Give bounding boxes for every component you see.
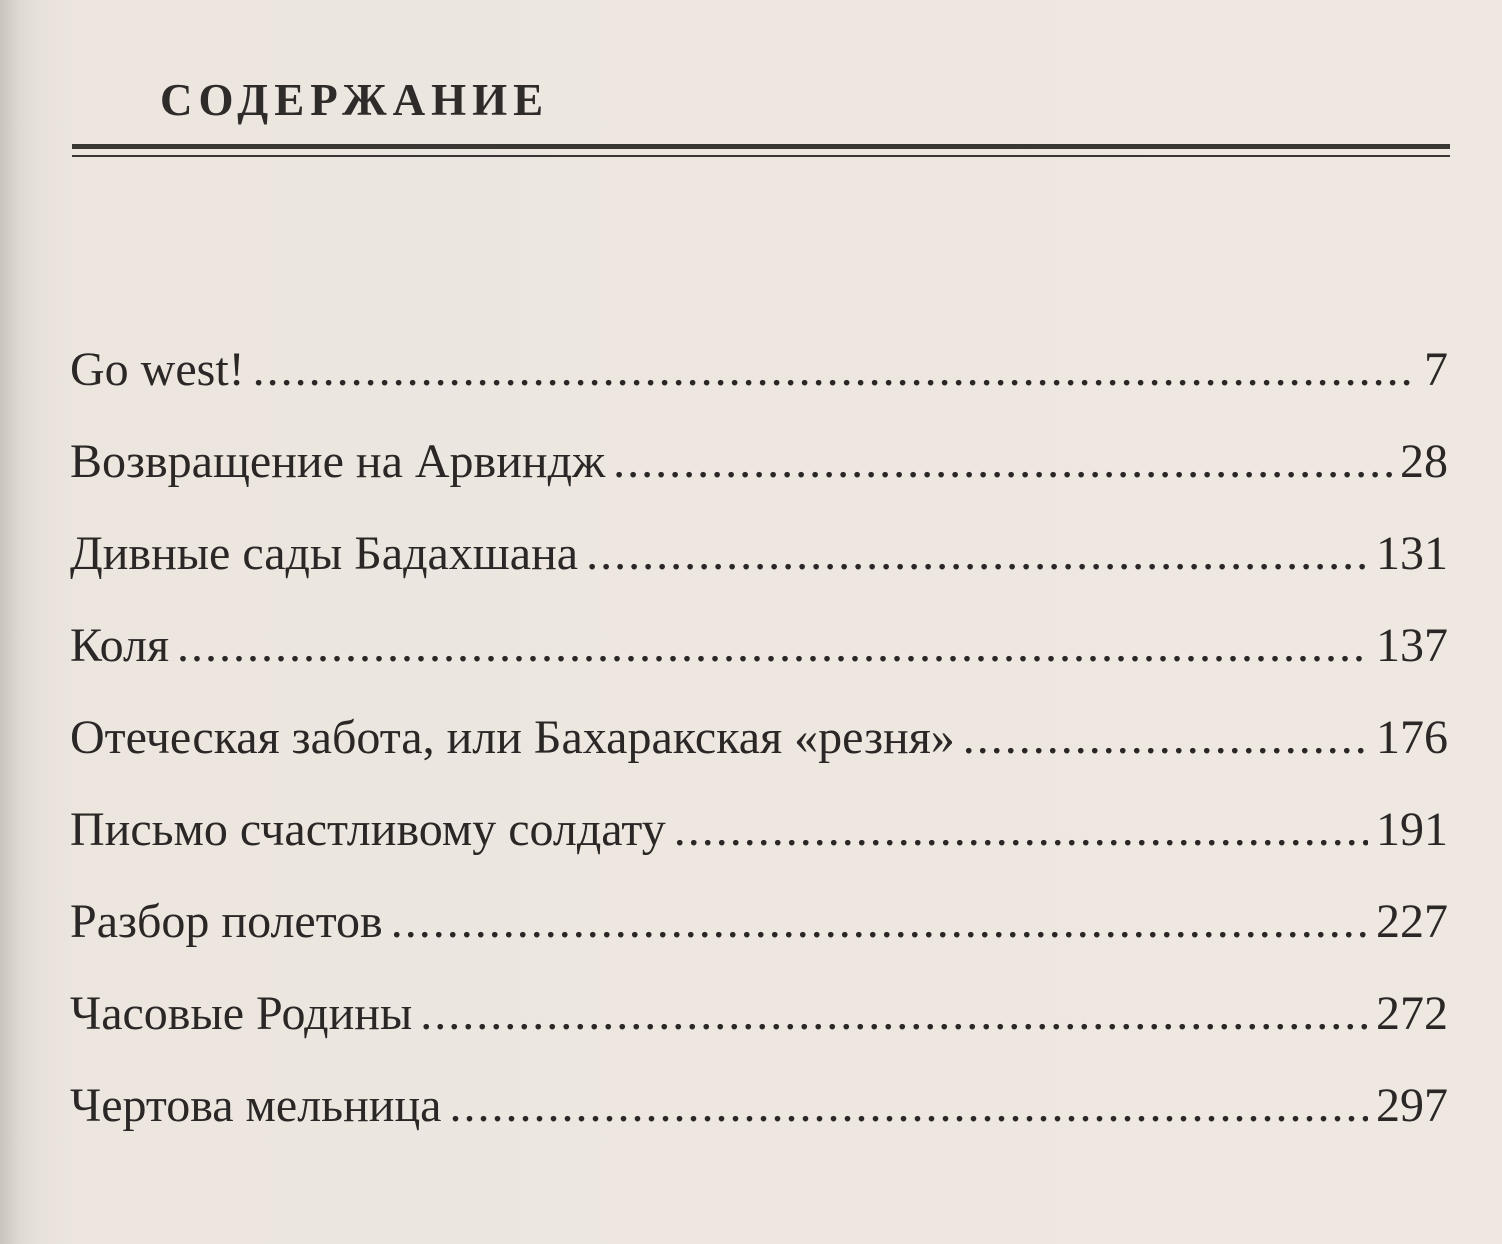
toc-entry-title: Go west! [70, 343, 245, 396]
heading-rule-thick [72, 144, 1450, 149]
toc-entry-page: 137 [1376, 619, 1448, 672]
toc-entry-page: 28 [1400, 435, 1448, 488]
toc-entry [70, 508, 1448, 600]
heading-rule-thin [72, 155, 1450, 157]
toc-entry-title: Чертова мельница [70, 1079, 442, 1132]
toc-entry [70, 324, 1448, 416]
toc-entry [70, 416, 1448, 508]
toc-entry [70, 1060, 1448, 1152]
toc-entry-title: Разбор полетов [70, 895, 383, 948]
dot-leader [177, 600, 1368, 692]
dot-leader [449, 1060, 1368, 1152]
toc-entry-page: 297 [1376, 1079, 1448, 1132]
toc-entry-page: 272 [1376, 987, 1448, 1040]
toc-entry-page: 7 [1424, 343, 1448, 396]
toc-entry-page: 131 [1376, 527, 1448, 580]
toc-entry [70, 692, 1448, 784]
toc-entry-title: Письмо счастливому солдату [70, 803, 666, 856]
toc-entry [70, 600, 1448, 692]
dot-leader [420, 968, 1368, 1060]
toc-entry [70, 876, 1448, 968]
table-of-contents [70, 324, 1448, 1152]
toc-entry-title: Отеческая забота, или Бахаракская «резня» [70, 711, 955, 764]
dot-leader [586, 508, 1368, 600]
toc-entry-title: Возвращение на Арвиндж [70, 435, 606, 488]
page-title: СОДЕРЖАНИЕ [160, 75, 550, 125]
toc-entry-page: 176 [1376, 711, 1448, 764]
dot-leader [613, 416, 1392, 508]
dot-leader [674, 784, 1368, 876]
toc-entry-title: Часовые Родины [70, 987, 413, 1040]
dot-leader [253, 324, 1416, 416]
dot-leader [963, 692, 1368, 784]
dot-leader [391, 876, 1368, 968]
toc-entry-page: 227 [1376, 895, 1448, 948]
toc-entry [70, 784, 1448, 876]
toc-entry-title: Дивные сады Бадахшана [70, 527, 579, 580]
toc-entry-page: 191 [1376, 803, 1448, 856]
toc-entry [70, 968, 1448, 1060]
toc-entry-title: Коля [70, 619, 170, 672]
